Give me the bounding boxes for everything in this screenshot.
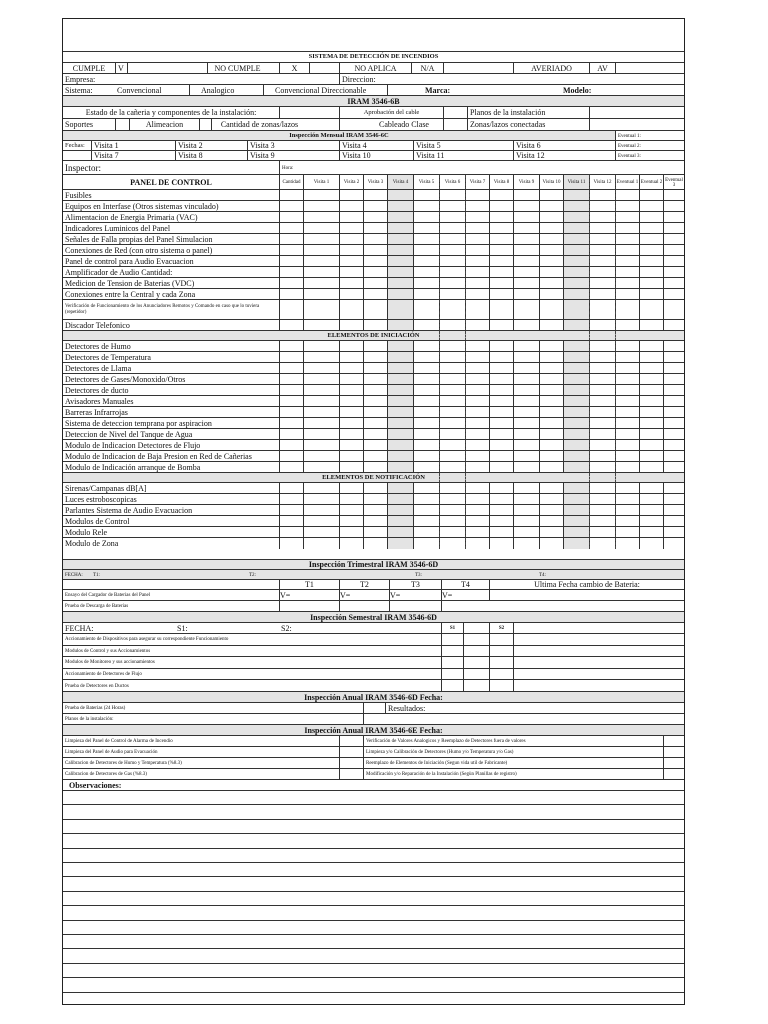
- t2-date-label: T2:: [249, 572, 256, 578]
- panel-item-cell[interactable]: [615, 300, 639, 320]
- anual-e-left-label: Limpieza del Panel de Control de Alarma de Incendio: [65, 739, 173, 744]
- notificacion-item-cell[interactable]: [413, 538, 439, 549]
- dash-line: [465, 175, 466, 190]
- col-visita-9: Visita 9: [513, 175, 539, 190]
- notificacion-item-cell[interactable]: [303, 538, 339, 549]
- panel-item-label: Alimentacion de Energia Primaria (VAC): [65, 212, 198, 222]
- analogico-label: Analogico: [201, 85, 235, 95]
- panel-item-cell[interactable]: [413, 300, 439, 320]
- no-cumple-label: NO CUMPLE: [207, 63, 267, 74]
- no-cumple-mark: X: [279, 63, 309, 74]
- panel-item-cell[interactable]: [489, 300, 513, 320]
- panel-item-label: Indicadores Luminicos del Panel: [65, 223, 171, 233]
- observaciones-line[interactable]: [63, 833, 684, 848]
- prueba-descarga-label: Prueba de Descarga de Baterias: [65, 604, 129, 609]
- inspector-label: Inspector:: [65, 162, 101, 173]
- visita-6: Visita 6: [513, 141, 615, 151]
- no-aplica-mark: N/A: [411, 63, 443, 74]
- observaciones-line[interactable]: [63, 790, 684, 805]
- notificacion-item-cell[interactable]: [563, 538, 589, 549]
- t3-col: T3: [389, 580, 441, 590]
- visita-12: Visita 12: [513, 151, 615, 161]
- iniciacion-title: ELEMENTOS DE INICIACIÓN: [327, 331, 420, 339]
- sistema-label: Sistema:: [65, 85, 93, 95]
- visita-3: Visita 3: [247, 141, 339, 151]
- iniciacion-item-label: Deteccion de Nivel del Tanque de Agua: [65, 429, 193, 439]
- col-visita-7: Visita 7: [465, 175, 489, 190]
- anual-e-right-label: Reemplazo de Elementos de Iniciación (Segun vida util de Fabricante): [363, 758, 663, 769]
- visita-2: Visita 2: [175, 141, 247, 151]
- form-title: SISTEMA DE DETECCIÓN DE INCENDIOS: [308, 53, 439, 61]
- iniciacion-item-label: Modulo de Indicacion de Baja Presion en Red de Cañerias: [65, 451, 252, 461]
- t4-ensayo[interactable]: V=: [441, 590, 489, 601]
- t2-col: T2: [339, 580, 389, 590]
- averiado-label: AVERIADO: [513, 63, 589, 74]
- dash-line: [589, 300, 590, 320]
- t3-ensayo[interactable]: V=: [389, 590, 441, 601]
- inspection-form: [62, 18, 685, 1005]
- planos-label: Planos de la instalación: [467, 107, 589, 119]
- panel-item-label: Conexiones entre la Central y cada Zona: [65, 289, 196, 299]
- t1-ensayo[interactable]: V=: [279, 590, 339, 601]
- notificacion-item-cell[interactable]: [363, 538, 387, 549]
- notificacion-item-cell[interactable]: [387, 538, 413, 549]
- dash-line: [615, 300, 616, 320]
- notificacion-item-cell[interactable]: [663, 538, 684, 549]
- observaciones-line[interactable]: [63, 963, 684, 978]
- col-eventual-1: Eventual 1: [615, 175, 639, 190]
- notificacion-item-label: Modulo Rele: [65, 527, 107, 537]
- semestral-item-label: Accionamiento de Dispositivos para asegurar su correspondiente Funcionamiento: [65, 637, 229, 643]
- panel-item-cell[interactable]: [513, 300, 539, 320]
- anual-e-title: Inspección Anual IRAM 3546-6E Fecha:: [304, 725, 443, 735]
- eventual-1-label: Eventual 1:: [615, 131, 684, 141]
- col-visita-5: Visita 5: [413, 175, 439, 190]
- fechas-label: Fechas:: [65, 141, 85, 149]
- iram6b-title: IRAM 3546-6B: [347, 96, 400, 106]
- visita-11: Visita 11: [413, 151, 513, 161]
- col-visita-11: Visita 11: [563, 175, 589, 190]
- anual-e-left-label: Calibracion de Detectores de Gas (%8.3): [65, 772, 147, 777]
- panel-item-cell[interactable]: [639, 300, 663, 320]
- col-eventual-2: Eventual 2: [639, 175, 663, 190]
- anual-e-left-label: Calibracion de Detectores de Humo y Temperatura (%8.3): [65, 761, 182, 766]
- dash-line: [615, 538, 616, 549]
- panel-item-cell[interactable]: [589, 300, 615, 320]
- t4-col: T4: [441, 580, 489, 590]
- panel-item-label: Panel de control para Audio Evacuacion: [65, 256, 194, 266]
- notificacion-item-label: Modulos de Control: [65, 516, 130, 526]
- anual-e-right-label: Limpieza y/o Calibración de Detectores (Humo y/o Temperatura y/o Gas): [363, 747, 663, 758]
- semestral-item-label: Modulos de Control y sus Accionamientos: [65, 648, 151, 654]
- s1-date-label: S1:: [177, 623, 188, 633]
- dash-line: [589, 175, 590, 190]
- panel-item-cell[interactable]: [303, 300, 339, 320]
- eventual-3-label: Eventual 3:: [615, 151, 684, 161]
- marca-label: Marca:: [425, 85, 451, 95]
- col-visita-12: Visita 12: [589, 175, 615, 190]
- col-visita-3: Visita 3: [363, 175, 387, 190]
- notificacion-item-cantidad[interactable]: [279, 538, 303, 549]
- notificacion-item-cell[interactable]: [639, 538, 663, 549]
- dash-line: [615, 175, 616, 190]
- convencional-label: Convencional: [117, 85, 162, 95]
- panel-item-label: Señales de Falla propias del Panel Simulacion: [65, 234, 213, 244]
- col-visita-6: Visita 6: [439, 175, 465, 190]
- eventual-2-label: Eventual 2:: [615, 141, 684, 151]
- empresa-label: Empresa:: [65, 74, 96, 84]
- panel-item-cell[interactable]: [439, 300, 465, 320]
- notificacion-item-cell[interactable]: [589, 538, 615, 549]
- cableado-label: Cableado Clase: [379, 120, 429, 129]
- resultados-label: Resultados:: [385, 703, 489, 714]
- s2-date-label: S2:: [281, 623, 292, 633]
- cumple-label: CUMPLE: [72, 63, 106, 73]
- panel-item-cell[interactable]: [663, 300, 684, 320]
- notificacion-title: ELEMENTOS DE NOTIFICACIÓN: [322, 473, 425, 481]
- panel-item-row: [63, 299, 684, 320]
- hora-label: Hora:: [279, 161, 684, 175]
- iniciacion-item-label: Detectores de Llama: [65, 363, 132, 373]
- observaciones-line[interactable]: [63, 920, 684, 935]
- iniciacion-item-label: Modulo de Indicacion Detectores de Flujo: [65, 440, 201, 450]
- t1-col: T1: [279, 580, 339, 590]
- s1-col: S1: [441, 623, 463, 634]
- trimestral-fecha-label: FECHA:: [65, 572, 83, 578]
- anual-e-right-label: Modificación y/o Reparación de la Instalación (Segùn Planillas de registro): [363, 769, 663, 780]
- notificacion-item-label: Luces estroboscopicas: [65, 494, 137, 504]
- planos-instalacion-label: Planos de la instalación:: [65, 717, 114, 722]
- dash-line: [465, 300, 466, 320]
- panel-item-label: Conexiones de Red (con otro sistema o panel): [65, 245, 213, 255]
- notificacion-item-cell[interactable]: [439, 538, 465, 549]
- cumple-mark: V: [115, 63, 127, 74]
- semestral-item-label: Accionamiento de Detectores de Flujo: [65, 672, 142, 678]
- t2-ensayo[interactable]: V=: [339, 590, 389, 601]
- iniciacion-item-label: Modulo de Indicación arranque de Bomba: [65, 462, 201, 472]
- panel-item-label: Amplificador de Audio Cantidad:: [65, 267, 173, 277]
- iniciacion-item-label: Detectores de Temperatura: [65, 352, 151, 362]
- iniciacion-item-label: Sistema de deteccion temprana por aspiracion: [65, 418, 212, 428]
- mensual-title: Inspección Mensual IRAM 3546-6C: [289, 131, 389, 139]
- direccion-label: Direccion:: [339, 74, 684, 85]
- conv-dir-label: Convencional Direccionable: [275, 85, 367, 95]
- alimentacion-label: Alimeacion: [129, 119, 199, 131]
- header-blank: [63, 19, 684, 51]
- panel-item-label: Verificación de Funcionamiento de los Anunciadores Remotos y Comando en caso que lo tuviera (repetidor): [65, 304, 260, 315]
- semestral-item-label: Prueba de Detectores en Ductos: [65, 683, 129, 689]
- notificacion-item-cell[interactable]: [489, 538, 513, 549]
- col-visita-1: Visita 1: [303, 175, 339, 190]
- panel-item-label: Equipos en Interfase (Otros sistemas vinculado): [65, 201, 219, 211]
- notificacion-item-cell[interactable]: [615, 538, 639, 549]
- modelo-label: Modelo:: [563, 85, 592, 95]
- notificacion-item-cell[interactable]: [339, 538, 363, 549]
- observaciones-line[interactable]: [63, 862, 684, 877]
- anual-e-left-label: Limpieza del Panel de Audio para Evacuación: [65, 750, 158, 755]
- averiado-mark: AV: [589, 63, 615, 74]
- iniciacion-item-label: Avisadores Manuales: [65, 396, 134, 406]
- iniciacion-item-label: Barreras Infrarrojas: [65, 407, 128, 417]
- observaciones-line[interactable]: [63, 804, 684, 819]
- iniciacion-item-label: Detectores de ducto: [65, 385, 129, 395]
- visita-9: Visita 9: [247, 151, 339, 161]
- cantidad-label: Cantidad de zonas/lazos: [211, 119, 307, 131]
- anual-e-right-label: Verificación de Valores Analogicos y Reemplazo de Detectores fuera de valores: [363, 736, 663, 747]
- visita-5: Visita 5: [413, 141, 513, 151]
- panel-item-label: Fusibles: [65, 190, 92, 200]
- s2-col: S2: [489, 623, 513, 634]
- notificacion-item-cell[interactable]: [539, 538, 563, 549]
- panel-item-cell[interactable]: [563, 300, 589, 320]
- visita-4: Visita 4: [339, 141, 413, 151]
- col-eventual-3: Eventual 3: [663, 175, 684, 190]
- dash-line: [439, 538, 440, 549]
- iniciacion-item-label: Detectores de Gases/Monoxido/Otros: [65, 374, 186, 384]
- panel-item-cantidad[interactable]: [279, 300, 303, 320]
- col-visita-10: Visita 10: [539, 175, 563, 190]
- dash-line: [439, 300, 440, 320]
- inspector-row: [63, 160, 684, 175]
- semestral-title: Inspección Semestral IRAM 3546-6D: [310, 612, 437, 622]
- ultima-fecha-label: Ultima Fecha cambio de Bateria:: [489, 580, 684, 590]
- observaciones-line[interactable]: [63, 992, 684, 1005]
- trimestral-title: Inspección Trimestral IRAM 3546-6D: [308, 560, 439, 569]
- observaciones-line[interactable]: [63, 934, 684, 949]
- anual-d-title: Inspección Anual IRAM 3546-6D Fecha:: [304, 692, 443, 702]
- semestral-fecha-label: FECHA:: [65, 623, 94, 633]
- iniciacion-item-label: Detectores de Humo: [65, 341, 131, 351]
- panel-item-cell[interactable]: [387, 300, 413, 320]
- visita-8: Visita 8: [175, 151, 247, 161]
- panel-title: PANEL DE CONTROL: [130, 177, 212, 187]
- ensayo-label: Ensayo del Cargador de Baterias del Panel: [65, 593, 151, 598]
- visita-7: Visita 7: [91, 151, 175, 161]
- soportes-label: Soportes: [65, 120, 93, 129]
- observaciones-line[interactable]: [63, 876, 684, 891]
- panel-item-cell[interactable]: [539, 300, 563, 320]
- observaciones-line[interactable]: [63, 848, 684, 863]
- dash-line: [465, 538, 466, 549]
- observaciones-label: Observaciones:: [69, 780, 122, 790]
- observaciones-line[interactable]: [63, 948, 684, 963]
- t1-date-label: T1:: [93, 572, 100, 578]
- t3-date-label: T3:: [415, 572, 422, 578]
- no-aplica-label: NO APLICA: [339, 63, 411, 74]
- estado-label: Estado de la cañeria y componentes de la instalación:: [85, 108, 257, 117]
- col-visita-2: Visita 2: [339, 175, 363, 190]
- dash-line: [439, 175, 440, 190]
- visita-10: Visita 10: [339, 151, 413, 161]
- cantidad-col: Cantidad: [279, 175, 303, 190]
- observaciones-line[interactable]: [63, 891, 684, 906]
- t4-date-label: T4:: [539, 572, 546, 578]
- baterias-label: Prueba de Baterias (24 Horas): [65, 706, 126, 711]
- notificacion-item-label: Modulo de Zona: [65, 538, 119, 548]
- notificacion-item-label: Sirenas/Campanas dB[A]: [65, 483, 147, 493]
- panel-item-cell[interactable]: [465, 300, 489, 320]
- dash-line: [589, 538, 590, 549]
- notificacion-item-row: [63, 537, 684, 549]
- panel-item-cell[interactable]: [339, 300, 363, 320]
- visita-1: Visita 1: [91, 141, 175, 151]
- observaciones-line[interactable]: [63, 977, 684, 992]
- observaciones-line[interactable]: [63, 905, 684, 920]
- panel-item-cell[interactable]: [363, 300, 387, 320]
- grid-header-row: [63, 174, 684, 190]
- observaciones-line[interactable]: [63, 819, 684, 834]
- notificacion-item-label: Parlantes Sistema de Audio Evacuacion: [65, 505, 193, 515]
- col-visita-4: Visita 4: [387, 175, 413, 190]
- semestral-item-label: Modulos de Monitoreo y sus accionamientos: [65, 660, 155, 666]
- panel-item-label: Medicion de Tension de Baterias (VDC): [65, 278, 195, 288]
- notificacion-item-cell[interactable]: [465, 538, 489, 549]
- aprobacion-label: Aprobación del cable: [339, 107, 443, 119]
- col-visita-8: Visita 8: [489, 175, 513, 190]
- notificacion-item-cell[interactable]: [513, 538, 539, 549]
- panel-item-label: Discador Telefonico: [65, 320, 130, 330]
- zonas-label: Zonas/lazos conectadas: [467, 119, 589, 131]
